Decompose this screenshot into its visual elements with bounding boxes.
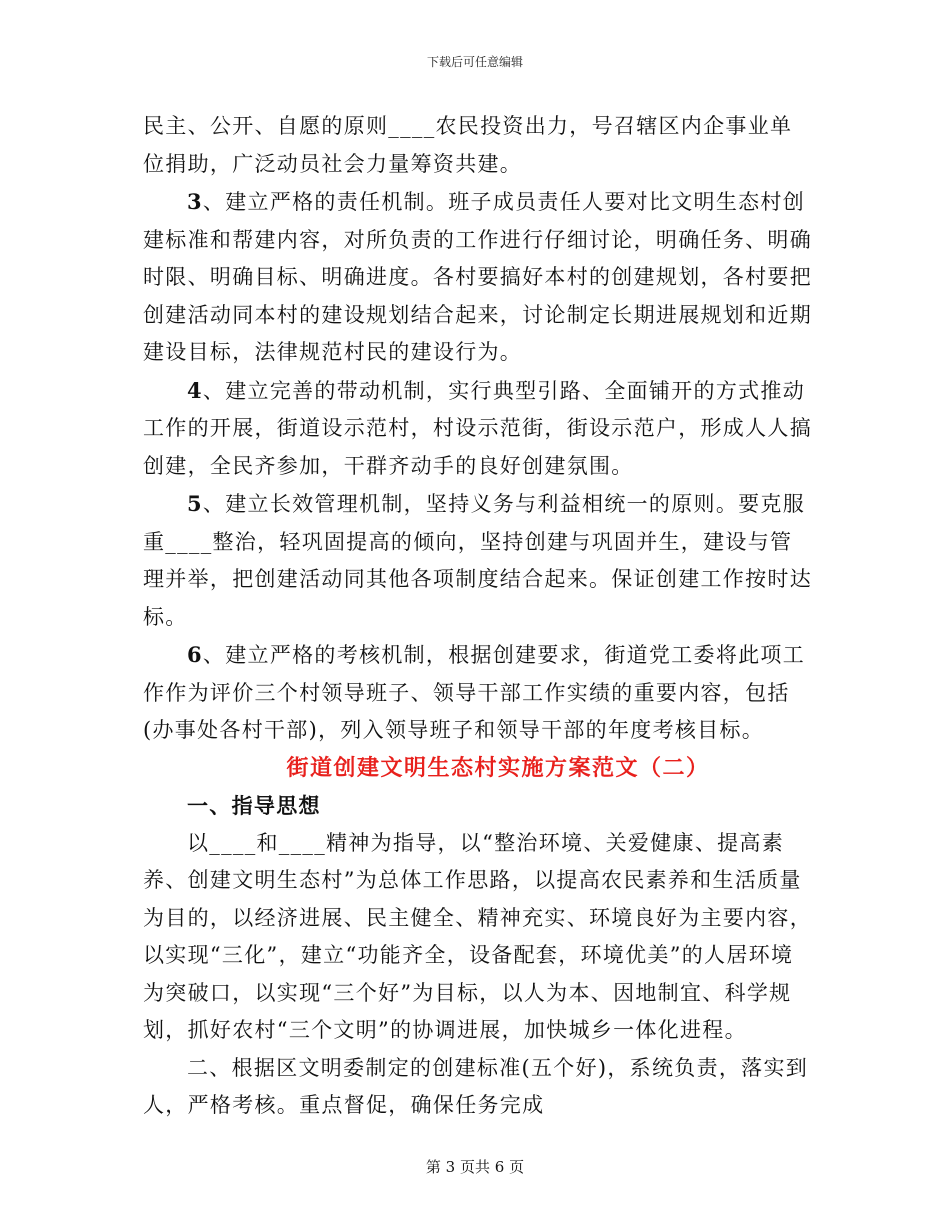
page-footer: 第 3 页共 6 页 xyxy=(425,1158,525,1176)
paragraph-item-4 xyxy=(143,372,813,486)
item-number: 5 xyxy=(187,491,203,516)
document-title: 街道创建文明生态村实施方案范文（二） xyxy=(286,754,710,781)
item-text: 、建立严格的责任机制。班子成员责任人要对比文明生态村创建标准和帮建内容，对所负责的工作进行仔细讨论，明确任务、明确时限、明确目标、明确进度。各村要搞好本村的创建规划，各村要把创建活动同本村的建设规划结合起来，讨论制定长期进展规划和近期建设目标，法律规范村民的建设行为。 xyxy=(143,190,812,364)
page-header: 下载后可任意编辑 xyxy=(426,55,523,69)
item-number: 6 xyxy=(187,642,203,667)
document-body xyxy=(143,108,813,1125)
item-number: 3 xyxy=(187,189,203,214)
item-text: 、建立严格的考核机制，根据创建要求，街道党工委将此项工作作为评价三个村领导班子、领导干部工作实绩的重要内容，包括(办事处各村干部)，列入领导班子和领导干部的年度考核目标。 xyxy=(143,643,806,742)
paragraph-item-5 xyxy=(143,485,813,636)
paragraph-item-6 xyxy=(143,636,813,750)
paragraph-item-3 xyxy=(143,183,813,372)
section-two-paragraph: 二、根据区文明委制定的创建标准(五个好)，系统负责，落实到人，严格考核。重点督促，确保任务完成 xyxy=(143,1055,809,1117)
item-text: 、建立完善的带动机制，实行典型引路、全面铺开的方式推动工作的开展，街道设示范村，村设示范街，街设示范户，形成人人搞创建，全民齐参加，干群齐动手的良好创建氛围。 xyxy=(143,378,812,478)
item-number: 4 xyxy=(187,377,203,403)
section-heading: 一、指导思想 xyxy=(187,793,321,818)
section-body: 以____和____精神为指导，以“整治环境、关爱健康、提高素养、创建文明生态村”为总体工作思路，以提高农民素养和生活质量为目的，以经济进展、民主健全、精神充实、环境良好为主要内容，以实现“三化”，建立“功能齐全，设备配套，环境优美”的人居环境为突破口，以实现“三个好”为目标，以人为本、因地制宜、科学规划，抓好农村“三个文明”的协调进展，加快城乡一体化进程。 xyxy=(143,830,812,1042)
item-text: 、建立长效管理机制，坚持义务与利益相统一的原则。要克服重____整治，轻巩固提高的倾向，坚持创建与巩固并生，建设与管理并举，把创建活动同其他各项制度结合起来。保证创建工作按时达标。 xyxy=(143,492,812,629)
paragraph-continuation: 民主、公开、自愿的原则____农民投资出力，号召辖区内企事业单位捐助，广泛动员社会力量筹资共建。 xyxy=(143,114,793,176)
